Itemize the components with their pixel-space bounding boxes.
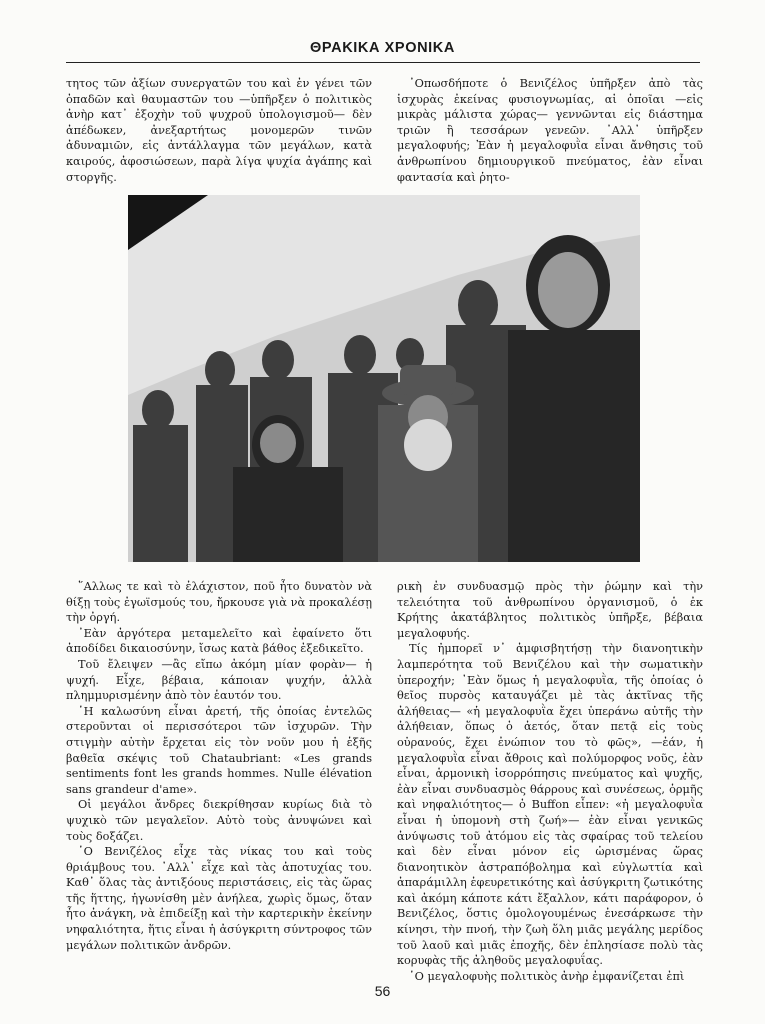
paragraph: ᾽Εὰν ἀργότερα μεταμελεῖτο καὶ ἐφαίνετο ὅτι ἀποδίδει δικαιοσύνην, ἴσως κατὰ βάθος ἐξεδικεῖτο.: [66, 626, 372, 656]
running-header: ΘΡΑΚΙΚΑ ΧΡΟΝΙΚΑ: [310, 40, 455, 56]
paragraph: Τοῦ ἔλειψεν —ἂς εἴπω ἀκόμη μίαν φορὰν— ἡ ψυχή. Εἶχε, βέβαια, κάποιαν ψυχήν, ἀλλὰ πλημμυρισμένην ἀπὸ τὸν ἑαυτόν του.: [66, 657, 372, 703]
top-right-column: [397, 76, 703, 185]
paragraph: Οἱ μεγάλοι ἄνδρες διεκρίθησαν κυρίως διὰ τὸ ψυχικὸ τῶν μεγαλεῖον. Αὐτὸ τοὺς ἀνυψώνει καὶ τοὺς δοξάζει.: [66, 798, 372, 843]
paragraph: ῾Η καλωσύνη εἶναι ἀρετή, τῆς ὁποίας ἐντελῶς στεροῦνται οἱ περισσότεροι τῶν ἰσχυρῶν. Τὴν στιγμὴν αὐτὴν ἔρχεται εἰς τὸν νοῦν μου ἡ ἑξῆς βαθεῖα σκέψις τοῦ Chataubriant: «Les grands sentiments font les grands hommes. Nulle élévation sans grandeur d'ame».: [66, 704, 372, 796]
paragraph: Τίς ἠμπορεῖ ν᾽ ἀμφισβητήσῃ τὴν διανοητικὴν λαμπερότητα τοῦ Βενιζέλου καὶ τὴν σωματικὴν ὑπεροχήν; ᾽Εὰν ὅμως ἡ μεγαλοφυῒα, τῆς ὁποίας ὁ θεῖος πυρσὸς καταυγάζει μὲ τὰς ἀκτῖνας τῆς ἀλήθειας— «ἡ μεγαλοφυῒα ἔχει ὑπεράνω αὐτῆς τὴν ἀλήθειαν, ὅπως ὁ ἀετός, ὅταν πετᾷ εἰς τοὺς οὐρανούς, ἔχει ἐνώπιον του τὸ φῶς», —ἐάν, ἡ μεγαλοφυῒα εἶναι ἄθροις καὶ πολύμορφος νοῦς, ἐὰν εἶναι, ἁρμονικὴ ἰσορρόπησις πνεύματος καὶ ψυχῆς, ἐὰν εἶναι συνδυασμὸς θάρρους καὶ συνέσεως, ὁρμῆς καὶ νηφαλιότητος— ὁ Buffon εἶπεν: «ἡ μεγαλοφυῒα εἶναι ἡ ὑπομονὴ στὴ ζωή»— ἐὰν εἶναι γενικῶς ἀνύψωσις τοῦ ἀτόμου εἰς τὰς σφαίρας τοῦ τελείου καὶ δὲν εἶναι μόνον εἰς ὡρισμένας ὥρας διανοητικὸν ἀστραπόβολημα καὶ εὐγλωττία καὶ ἀπαράμιλλη ἐφευρετικότης καὶ ἀσύγκριτη ζωτικότης καὶ ἀκόμη κάποτε κάτι ἔξαλλον, κάτι παράφορον, ὁ Βενιζέλος, ὅστις ὁμολογουμένως ἐνεσάρκωσε τὴν κίνησι, τὴν πνοή, τὴν ζωὴ ὅλη μιᾶς μεγάλης μερίδος τοῦ λαοῦ καὶ μιᾶς ἐποχῆς, δὲν ἐπλησίασε πολὺ τὰς κορυφὰς τῆς ἀληθοῦς μεγαλοφυΐας.: [397, 642, 703, 968]
paragraph: ᾽Οπωσδήποτε ὁ Βενιζέλος ὑπῆρξεν ἀπὸ τὰς ἰσχυρὰς ἐκείνας φυσιογνωμίας, αἱ ὁποῖαι —εἰς μικρὰς μάλιστα χώρας— γεννῶνται εἰς διάστημα τριῶν ἢ τεσσάρων γενεῶν. ᾽Αλλ᾽ ὑπῆρξεν μεγαλοφυής; Ἐὰν ἡ μεγαλοφυῒα εἶναι ἄνθησις τοῦ ἀνθρωπίνου δημιουργικοῦ πνεύματος, ἐὰν εἶναι φαντασία καὶ ῥητο-: [397, 77, 703, 184]
photograph-illustration: [128, 195, 640, 562]
bottom-left-column: [66, 579, 372, 953]
bottom-right-column: [397, 579, 703, 984]
top-left-column: [66, 76, 372, 185]
paragraph: ρικὴ ἐν συνδυασμῷ πρὸς τὴν ῥώμην καὶ τὴν τελειότητα τοῦ ἀνθρωπίνου ὀργανισμοῦ, ὁ ἐκ Κρήτης ἀκατάβλητος πολιτικὸς ὑπῆρξε, βέβαια μεγαλοφυής.: [397, 580, 703, 640]
historical-photograph: [128, 195, 640, 562]
paragraph: ῞Αλλως τε καὶ τὸ ἐλάχιστον, ποῦ ἦτο δυνατὸν νὰ θίξῃ τοὺς ἐγωϊσμούς του, ἤρκουσε γιὰ νὰ προκαλέσῃ τὴν ὀργή.: [66, 580, 372, 625]
paragraph: ῾Ο Βενιζέλος εἶχε τὰς νίκας του καὶ τοὺς θριάμβους του. ᾽Αλλ᾽ εἶχε καὶ τὰς ἀποτυχίας του. Καθ᾽ ὅλας τὰς ἀντιξόους περιστάσεις, εἰς τὰς ὥρας τῆς ἥττης, ἠγωνίσθη μὲν ἀνήλεα, χωρὶς ὅμως, ὅταν ἦτο ἀνάγκη, νὰ ἐπιδείξῃ καὶ τὴν καρτερικὴν ἐκείνην νηφαλιότητα, ἥτις εἶναι ἡ ἀσύγκριτη σύντροφος τῶν μεγάλων πολιτικῶν ἀνδρῶν.: [66, 845, 372, 952]
paragraph: ῾Ο μεγαλοφυὴς πολιτικὸς ἀνὴρ ἐμφανίζεται ἐπὶ: [409, 969, 685, 983]
header-rule: [66, 62, 700, 63]
page-number: 56: [374, 983, 391, 999]
paragraph: τητος τῶν ἀξίων συνεργατῶν του καὶ ἐν γένει τῶν ὀπαδῶν καὶ θαυμαστῶν του —ὑπῆρξεν ὁ πολιτικὸς ἀνὴρ κατ᾽ ἐξοχὴν τοῦ ψυχροῦ ὑπολογισμοῦ— δὲν ἀπέδωκεν, ἀνεξαρτήτως μονομερῶν τινῶν ἀδυναμιῶν, εἰς ἀντάλλαγμα τῶν μεγάλων, κατὰ καιρούς, ἀφοσιώσεων, παρὰ λίγα ψυχία ἀγάπης καὶ στοργῆς.: [66, 77, 372, 184]
